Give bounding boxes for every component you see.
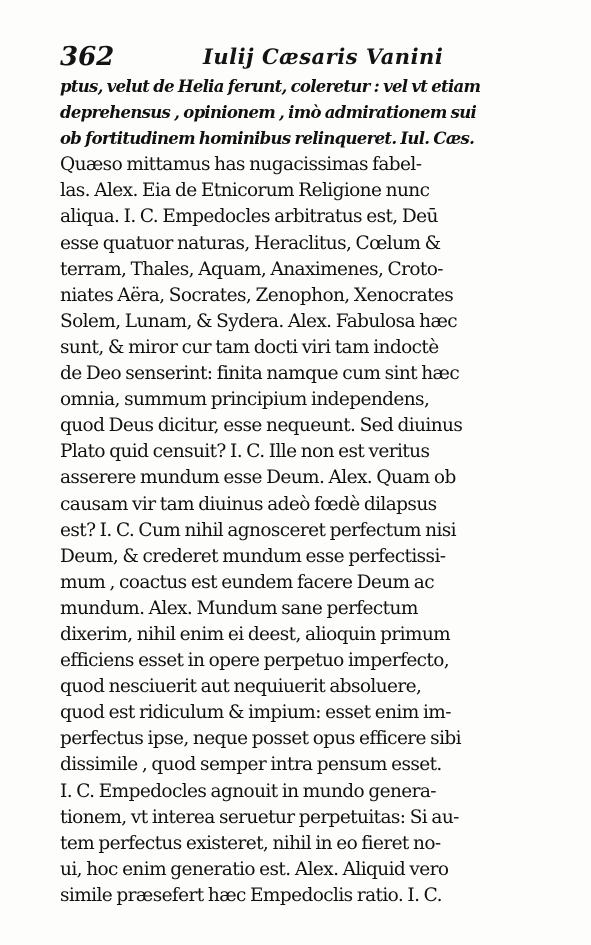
text-line: las. Alex. Eia de Etnicorum Religione nunc	[60, 180, 430, 202]
text-line: tionem, vt interea seruetur perpetuitas: Si au-	[60, 806, 459, 828]
text-line: de Deo senserint: finita namque cum sint hæc	[60, 363, 460, 385]
text-line: perfectus ipse, neque posset opus efficere sibi	[60, 728, 461, 750]
running-title: Iulij Cæsaris Vanini	[203, 44, 444, 69]
text-line: Plato quid censuit? I. C. Ille non est veritus	[60, 441, 430, 463]
text-line: quod nesciuerit aut nequiuerit absoluere,	[60, 676, 422, 698]
text-line: mum , coactus est eundem facere Deum ac	[60, 571, 434, 593]
page-number: 362	[60, 42, 115, 72]
text-line: mundum. Alex. Mundum sane perfectum	[60, 597, 418, 619]
text-line: simile præsefert hæc Empedoclis ratio. I. C.	[60, 884, 442, 906]
text-line: quod Deus dicitur, esse nequeunt. Sed diuinus	[60, 415, 463, 437]
text-line: I. C. Empedocles agnouit in mundo genera-	[60, 780, 436, 802]
text-line: terram, Thales, Aquam, Anaximenes, Croto-	[60, 258, 443, 280]
text-line: dixerim, nihil enim ei deest, alioquin primum	[60, 623, 451, 645]
text-line: asserere mundum esse Deum. Alex. Quam ob	[60, 467, 456, 489]
text-line: aliqua. I. C. Empedocles arbitratus est, Deū	[60, 206, 438, 228]
text-line: efficiens esset in opere perpetuo imperfecto,	[60, 650, 450, 672]
text-line: deprehensus , opinionem , imò admirationem sui	[60, 103, 477, 123]
text-line: esse quatuor naturas, Heraclitus, Cœlum &	[60, 232, 441, 254]
text-line: niates Aëra, Socrates, Zenophon, Xenocrates	[60, 284, 454, 306]
text-line: Quæso mittamus has nugacissimas fabel-	[60, 154, 422, 176]
text-line: sunt, & miror cur tam docti viri tam indoctè	[60, 336, 439, 358]
text-line: est? I. C. Cum nihil agnosceret perfectum nisi	[60, 519, 456, 541]
text-line: dissimile , quod semper intra pensum esset.	[60, 754, 442, 776]
text-line: causam vir tam diuinus adeò fœdè dilapsus	[60, 493, 437, 515]
text-line: ptus, velut de Helia ferunt, coleretur : vel vt etiam	[60, 77, 481, 96]
text-line: ob fortitudinem hominibus relinqueret. Iul. Cæs.	[60, 129, 475, 149]
body-text	[60, 74, 518, 909]
text-line: Solem, Lunam, & Sydera. Alex. Fabulosa hæc	[60, 310, 458, 332]
running-header	[60, 42, 520, 72]
text-line: omnia, summum principium independens,	[60, 389, 430, 411]
text-line: quod est ridiculum & impium: esset enim im-	[60, 702, 451, 724]
text-line: Deum, & crederet mundum esse perfectissi-	[60, 545, 446, 567]
text-line: tem perfectus existeret, nihil in eo fieret no-	[60, 832, 441, 854]
text-line: ui, hoc enim generatio est. Alex. Aliquid vero	[60, 858, 449, 880]
